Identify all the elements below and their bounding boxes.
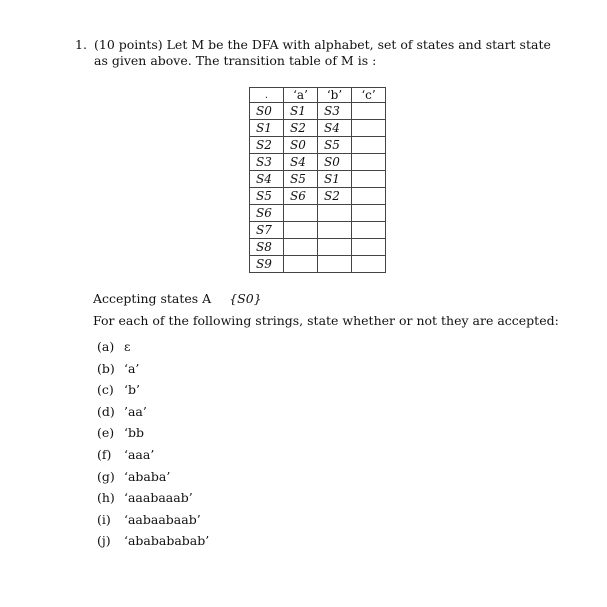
transition-cell: S2 xyxy=(284,120,318,137)
question-block xyxy=(75,37,551,69)
table-row xyxy=(250,205,386,222)
table-row xyxy=(250,239,386,256)
list-item-text: ε xyxy=(124,339,131,354)
list-item-label: (b) xyxy=(97,360,115,376)
transition-cell xyxy=(352,171,386,188)
table-header-cell: . xyxy=(250,88,284,103)
state-cell: S1 xyxy=(250,120,284,137)
transition-cell xyxy=(352,239,386,256)
transition-cell xyxy=(318,222,352,239)
instruction-text: For each of the following strings, state whether or not they are accepted: xyxy=(93,313,559,328)
table-row xyxy=(250,154,386,171)
list-item-text: ‘ababababab’ xyxy=(124,533,210,549)
transition-table xyxy=(249,87,386,273)
transition-cell xyxy=(352,256,386,273)
transition-cell: S4 xyxy=(318,120,352,137)
list-item-text: ‘aaabaaab’ xyxy=(124,490,193,506)
list-item-text: ‘aaa’ xyxy=(124,446,155,462)
list-item-text: ‘b’ xyxy=(124,382,140,398)
transition-cell xyxy=(352,154,386,171)
list-item-label: (c) xyxy=(97,382,114,398)
list-item xyxy=(97,447,209,469)
list-item xyxy=(97,339,209,361)
state-cell: S6 xyxy=(250,205,284,222)
list-item xyxy=(97,382,209,404)
table-row xyxy=(250,137,386,154)
table-body xyxy=(250,103,386,273)
accepting-states-label: Accepting states A xyxy=(93,291,212,306)
list-item-text: ‘a’ xyxy=(124,360,140,376)
state-cell: S7 xyxy=(250,222,284,239)
transition-table-wrapper xyxy=(249,87,386,273)
transition-cell xyxy=(284,222,318,239)
transition-cell xyxy=(352,103,386,120)
transition-cell xyxy=(352,222,386,239)
question-line-2: as given above. The transition table of M is : xyxy=(94,53,377,68)
list-item-text: ‘bb xyxy=(124,425,144,441)
list-item xyxy=(97,533,209,555)
transition-cell xyxy=(352,120,386,137)
accepting-states xyxy=(93,291,262,306)
transition-cell xyxy=(352,188,386,205)
list-item-label: (g) xyxy=(97,468,115,484)
state-cell: S9 xyxy=(250,256,284,273)
list-item-text: ‘aabaabaab’ xyxy=(124,511,201,527)
state-cell: S2 xyxy=(250,137,284,154)
state-cell: S0 xyxy=(250,103,284,120)
question-line-1: (10 points) Let M be the DFA with alphabet, set of states and start state xyxy=(94,37,551,52)
transition-cell xyxy=(318,205,352,222)
question-number: 1. xyxy=(75,37,87,52)
table-row xyxy=(250,171,386,188)
transition-cell xyxy=(352,137,386,154)
list-item-label: (i) xyxy=(97,511,111,527)
list-item-label: (a) xyxy=(97,339,115,354)
table-row xyxy=(250,120,386,137)
list-item-label: (f) xyxy=(97,446,112,462)
state-cell: S4 xyxy=(250,171,284,188)
transition-cell xyxy=(284,239,318,256)
transition-cell xyxy=(352,205,386,222)
transition-cell: S0 xyxy=(284,137,318,154)
table-header-cell: ‘b’ xyxy=(318,88,352,103)
question-text xyxy=(94,37,551,69)
list-item-label: (j) xyxy=(97,533,111,549)
list-item xyxy=(97,490,209,512)
transition-cell xyxy=(284,205,318,222)
transition-cell: S5 xyxy=(318,137,352,154)
table-header-cell: ‘c’ xyxy=(352,88,386,103)
list-item-text: ’aa’ xyxy=(124,403,147,419)
list-item xyxy=(97,361,209,383)
accepting-states-set: {S0} xyxy=(229,291,262,306)
table-header-row xyxy=(250,88,386,103)
transition-cell: S0 xyxy=(318,154,352,171)
state-cell: S8 xyxy=(250,239,284,256)
transition-cell: S1 xyxy=(318,171,352,188)
list-item-text: ‘ababa’ xyxy=(124,468,171,484)
state-cell: S5 xyxy=(250,188,284,205)
table-row xyxy=(250,222,386,239)
table-row xyxy=(250,188,386,205)
list-item xyxy=(97,425,209,447)
transition-cell: S2 xyxy=(318,188,352,205)
list-item-label: (e) xyxy=(97,425,115,441)
transition-cell: S1 xyxy=(284,103,318,120)
list-item xyxy=(97,512,209,534)
list-item-label: (d) xyxy=(97,403,115,419)
list-item-label: (h) xyxy=(97,490,115,506)
table-header-cell: ‘a’ xyxy=(284,88,318,103)
list-item xyxy=(97,404,209,426)
transition-cell xyxy=(318,256,352,273)
string-list xyxy=(97,339,209,555)
list-item xyxy=(97,469,209,491)
transition-cell: S5 xyxy=(284,171,318,188)
table-row xyxy=(250,103,386,120)
transition-cell: S6 xyxy=(284,188,318,205)
transition-cell xyxy=(318,239,352,256)
transition-cell: S4 xyxy=(284,154,318,171)
table-row xyxy=(250,256,386,273)
transition-cell xyxy=(284,256,318,273)
transition-cell: S3 xyxy=(318,103,352,120)
state-cell: S3 xyxy=(250,154,284,171)
